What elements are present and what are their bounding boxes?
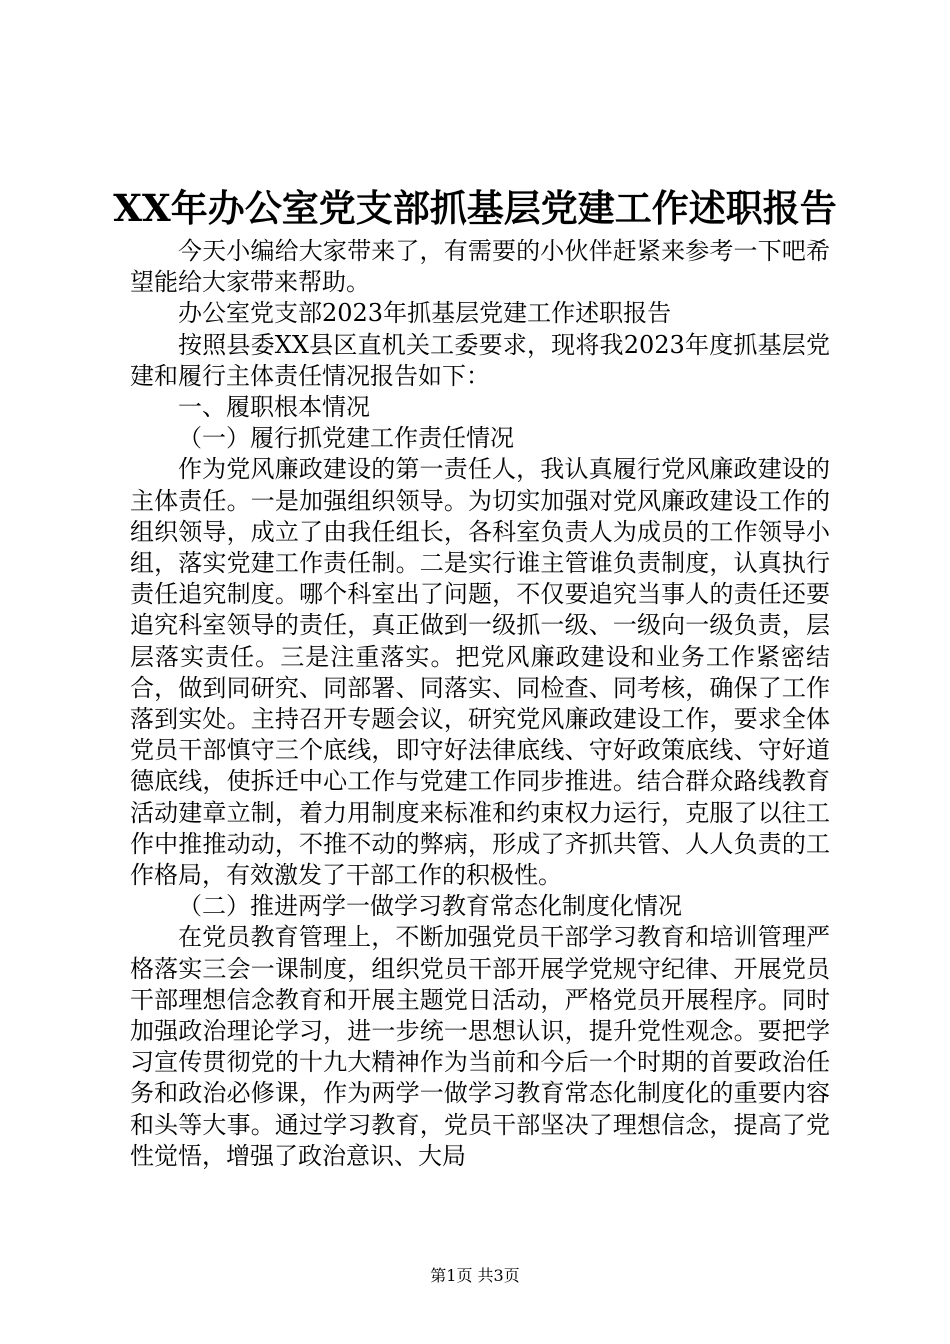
document-title: XX年办公室党支部抓基层党建工作述职报告 — [113, 186, 837, 230]
subsection-heading-2: （二）推进两学一做学习教育常态化制度化情况 — [178, 892, 682, 921]
paragraph-intro: 今天小编给大家带来了，有需要的小伙伴赶紧来参考一下吧希望能给大家带来帮助。 — [130, 237, 830, 297]
section-heading-1: 一、履职根本情况 — [178, 393, 370, 422]
paragraph-report-title: 办公室党支部2023年抓基层党建工作述职报告 — [178, 299, 672, 328]
paragraph-preface: 按照县委XX县区直机关工委要求，现将我2023年度抓基层党建和履行主体责任情况报告如下： — [130, 330, 830, 390]
page-footer: 第1页 共3页 — [430, 1266, 520, 1285]
subsection-heading-1: （一）履行抓党建工作责任情况 — [178, 424, 514, 453]
document-body — [130, 236, 830, 1172]
paragraph-education: 在党员教育管理上，不断加强党员干部学习教育和培训管理严格落实三会一课制度，组织党员干部开展学党规守纪律、开展党员干部理想信念教育和开展主题党日活动，严格党员开展程序。同时加强政治理论学习，进一步统一思想认识，提升党性观念。要把学习宣传贯彻党的十九大精神作为当前和今后一个时期的首要政治任务和政治必修课，作为两学一做学习教育常态化制度化的重要内容和头等大事。通过学习教育，党员干部坚决了理想信念，提高了党性觉悟，增强了政治意识、大局 — [130, 923, 830, 1170]
paragraph-responsibility: 作为党风廉政建设的第一责任人，我认真履行党风廉政建设的主体责任。一是加强组织领导。为切实加强对党风廉政建设工作的组织领导，成立了由我任组长，各科室负责人为成员的工作领导小组，落实党建工作责任制。二是实行谁主管谁负责制度，认真执行责任追究制度。哪个科室出了问题，不仅要追究当事人的责任还要追究科室领导的责任，真正做到一级抓一级、一级向一级负责，层层落实责任。三是注重落实。把党风廉政建设和业务工作紧密结合，做到同研究、同部署、同落实、同检查、同考核，确保了工作落到实处。主持召开专题会议，研究党风廉政建设工作，要求全体党员干部慎守三个底线，即守好法律底线、守好政策底线、守好道德底线，使拆迁中心工作与党建工作同步推进。结合群众路线教育活动建章立制，着力用制度来标准和约束权力运行，克服了以往工作中推推动动，不推不动的弊病，形成了齐抓共管、人人负责的工作格局，有效激发了干部工作的积极性。 — [130, 455, 830, 890]
